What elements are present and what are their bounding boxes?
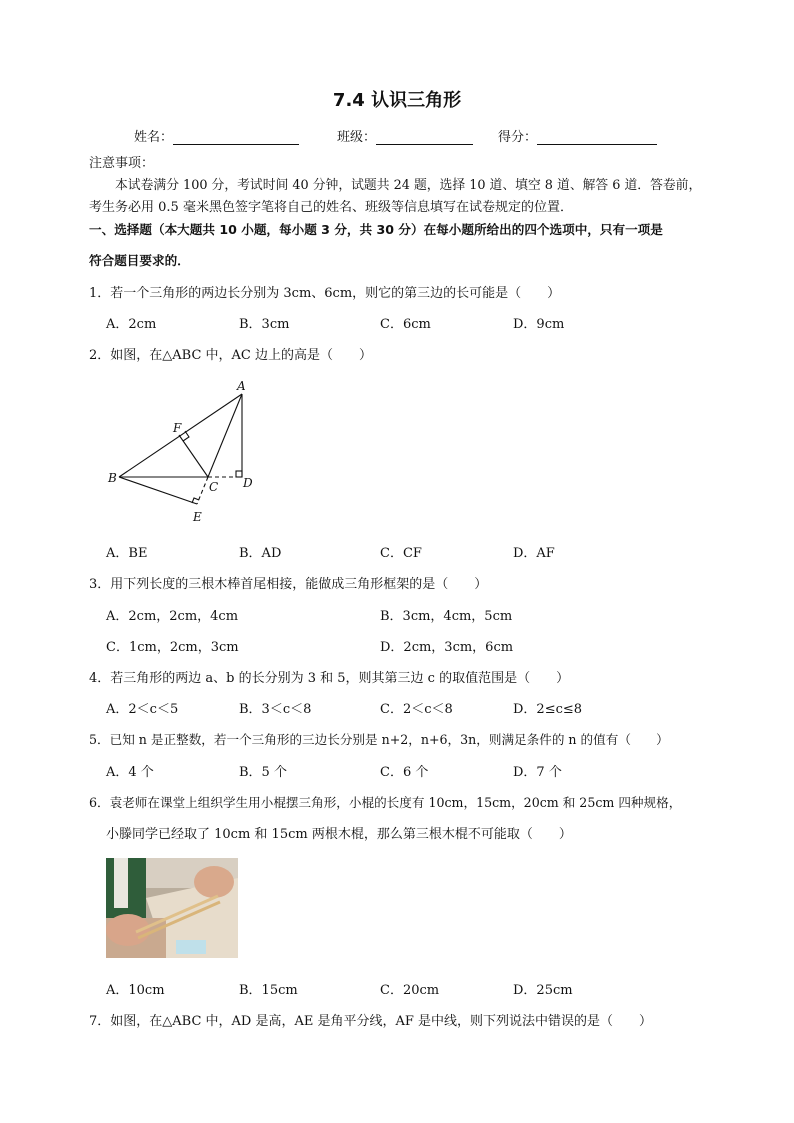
question-5-stem: 5．已知 n 是正整数，若一个三角形的三边长分别是 n+2，n+6，3n，则满足条件的 n 的值有（ ）	[89, 732, 669, 747]
q6-option-d[interactable]: D．25cm	[513, 983, 573, 998]
question-3-stem: 3．用下列长度的三根木棒首尾相接，能做成三角形框架的是（ ）	[89, 577, 488, 592]
q2-option-d[interactable]: D．AF	[513, 546, 555, 561]
class-label: 班级：	[337, 130, 377, 145]
q1-option-d[interactable]: D．9cm	[513, 317, 565, 332]
q3-option-b[interactable]: B．3cm，4cm，5cm	[380, 609, 513, 624]
q4-option-d[interactable]: D．2≤c≤8	[513, 702, 583, 717]
q3-option-c[interactable]: C．1cm，2cm，3cm	[106, 640, 239, 655]
label-e: E	[193, 510, 202, 524]
segment-ca	[208, 394, 242, 477]
triangle-figure	[100, 374, 270, 526]
section-heading-line-2: 符合题目要求的．	[89, 253, 190, 268]
q6-option-b[interactable]: B．15cm	[239, 983, 298, 998]
score-field	[498, 126, 657, 145]
question-6-stem-continued: 小滕同学已经取了 10cm 和 15cm 两根木棍，那么第三根木棍不可能取（ ）	[106, 827, 572, 842]
q2-option-c[interactable]: C．CF	[380, 546, 422, 561]
q3-option-d[interactable]: D．2cm，3cm，6cm	[380, 640, 514, 655]
class-field	[337, 126, 473, 145]
q6-option-c[interactable]: C．20cm	[380, 983, 440, 998]
question-6-stem: 6．袁老师在课堂上组织学生用小棍摆三角形，小棍的长度有 10cm，15cm，20cm 和 25cm 四种规格，	[89, 795, 682, 810]
class-blank[interactable]	[376, 130, 473, 145]
name-blank[interactable]	[173, 130, 299, 145]
question-4-stem: 4．若三角形的两边 a、b 的长分别为 3 和 5，则其第三边 c 的取值范围是（ ）	[89, 671, 570, 686]
q5-option-d[interactable]: D．7 个	[513, 765, 562, 780]
q1-option-a[interactable]: A．2cm	[106, 317, 157, 332]
classroom-photo	[106, 858, 238, 958]
section-heading-line-1: 一、选择题（本大题共 10 小题，每小题 3 分，共 30 分）在每小题所给出的四个选项中，只有一项是	[89, 222, 663, 237]
name-label: 姓名：	[134, 130, 174, 145]
q4-option-c[interactable]: C．2＜c＜8	[380, 702, 453, 717]
score-blank[interactable]	[537, 130, 657, 145]
q1-option-c[interactable]: C．6cm	[380, 317, 431, 332]
question-2-stem: 2．如图，在△ABC 中，AC 边上的高是（ ）	[89, 348, 372, 363]
right-angle-f	[183, 431, 189, 441]
label-c: C	[209, 480, 219, 494]
notice-line-1: 本试卷满分 100 分，考试时间 40 分钟，试题共 24 题，选择 10 道、填空 8 道、解答 6 道．答卷前，	[115, 178, 702, 193]
q5-option-a[interactable]: A．4 个	[106, 765, 154, 780]
score-label: 得分：	[498, 130, 538, 145]
page-title: 7.4 认识三角形	[332, 90, 462, 111]
notice-heading: 注意事项：	[89, 156, 155, 171]
q5-option-c[interactable]: C．6 个	[380, 765, 429, 780]
segment-be	[119, 477, 197, 504]
question-7-stem: 7．如图，在△ABC 中，AD 是高，AE 是角平分线，AF 是中线，则下列说法中错误的是（ ）	[89, 1014, 653, 1029]
q4-option-b[interactable]: B．3＜c＜8	[239, 702, 312, 717]
label-f: F	[173, 421, 182, 435]
q4-option-a[interactable]: A．2＜c＜5	[106, 702, 179, 717]
label-a: A	[237, 379, 246, 393]
q6-option-a[interactable]: A．10cm	[106, 983, 165, 998]
name-field	[134, 126, 299, 145]
q2-option-a[interactable]: A．BE	[106, 546, 148, 561]
q3-option-a[interactable]: A．2cm，2cm，4cm	[106, 609, 239, 624]
notice-line-2: 考生务必用 0.5 毫米黑色签字笔将自己的姓名、班级等信息填写在试卷规定的位置．	[89, 200, 573, 215]
label-b: B	[108, 471, 117, 485]
segment-ba	[119, 394, 242, 477]
label-d: D	[243, 476, 253, 490]
q1-option-b[interactable]: B．3cm	[239, 317, 290, 332]
right-angle-d	[236, 471, 242, 477]
q2-option-b[interactable]: B．AD	[239, 546, 282, 561]
question-1-stem: 1．若一个三角形的两边长分别为 3cm、6cm，则它的第三边的长可能是（ ）	[89, 286, 561, 301]
q5-option-b[interactable]: B．5 个	[239, 765, 287, 780]
